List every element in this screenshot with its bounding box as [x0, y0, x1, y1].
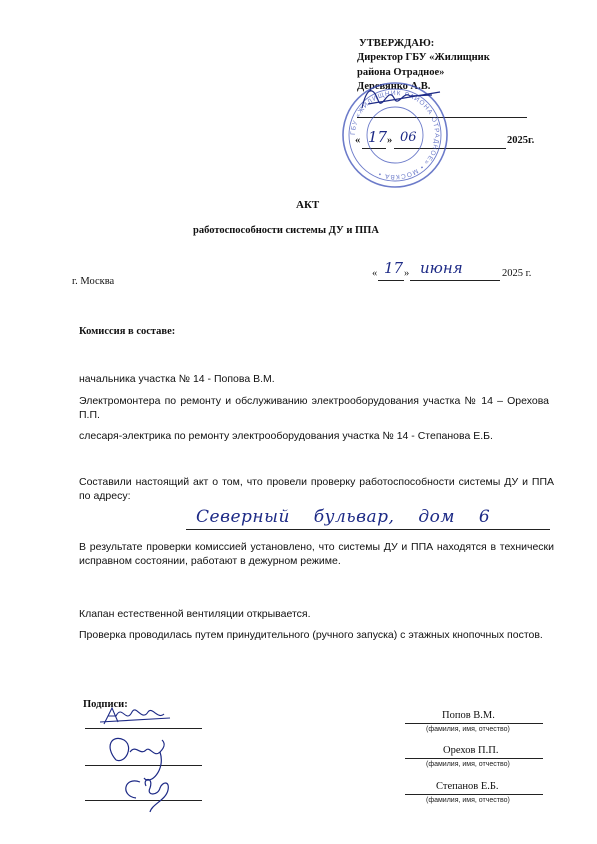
signature-orekhov — [110, 738, 164, 780]
act-date-year: 2025 г. — [502, 268, 532, 279]
signatory-name-1: Попов В.М. — [442, 710, 495, 721]
act-date-day: 17 — [384, 259, 404, 277]
signature-stepanov — [126, 780, 169, 813]
result-statement: В результате проверки комиссией установлено, что системы ДУ и ППА находятся в технически исправном состоянии, работают в дежурном режиме. — [79, 541, 554, 567]
approval-date-month: 06 — [400, 130, 417, 145]
act-date-close-quote: » — [404, 268, 410, 279]
approval-date-year: 2025г. — [507, 135, 535, 146]
member-3: слесаря-электрика по ремонту электрооборудования участка № 14 - Степанова Е.Б. — [79, 430, 493, 442]
signatures-heading: Подписи: — [83, 699, 128, 710]
member-2: Электромонтера по ремонту и обслуживанию электрооборудования участка № 14 – Орехова П.П. — [79, 395, 549, 421]
approval-director-name: Деревянко А.В. — [357, 81, 431, 92]
valve-statement: Клапан естественной вентиляции открывается. — [79, 608, 311, 620]
approval-position-line2: района Отрадное» — [357, 67, 445, 78]
document-subtitle: работоспособности системы ДУ и ППА — [193, 225, 379, 236]
approval-date-day: 17 — [368, 128, 388, 146]
commission-heading: Комиссия в составе: — [79, 326, 176, 337]
signatory-caption-1: (фамилия, имя, отчество) — [426, 726, 510, 733]
statement: Составили настоящий акт о том, что провели проверку работоспособности системы ДУ и ППА по адресу: — [79, 476, 554, 502]
act-date-open-quote: « — [372, 268, 378, 279]
member-1: начальника участка № 14 - Попова В.М. — [79, 373, 275, 385]
method-statement: Проверка проводилась путем принудительного (ручного запуска) с этажных кнопочных постов. — [79, 629, 543, 641]
approval-date-close-quote: » — [387, 135, 393, 146]
city: г. Москва — [72, 276, 115, 287]
signatory-name-2: Орехов П.П. — [443, 745, 499, 756]
signature-popov — [100, 708, 170, 724]
document-title: АКТ — [296, 199, 320, 211]
signatory-caption-2: (фамилия, имя, отчество) — [426, 761, 510, 768]
address-handwritten: Северный бульвар, дом 6 — [196, 507, 491, 527]
approval-position-line1: Директор ГБУ «Жилищник — [357, 52, 490, 63]
approval-heading: УТВЕРЖДАЮ: — [359, 38, 435, 49]
signatory-caption-3: (фамилия, имя, отчество) — [426, 797, 510, 804]
approval-date-open-quote: « — [355, 135, 361, 146]
act-date-month: июня — [420, 259, 463, 277]
signatory-name-3: Степанов Е.Б. — [436, 781, 499, 792]
official-stamp — [343, 83, 447, 187]
stamp-text: ГБУ «ЖИЛИЩНИК РАЙОНА ОТРАДНОЕ» • МОСКВА • — [349, 89, 441, 181]
